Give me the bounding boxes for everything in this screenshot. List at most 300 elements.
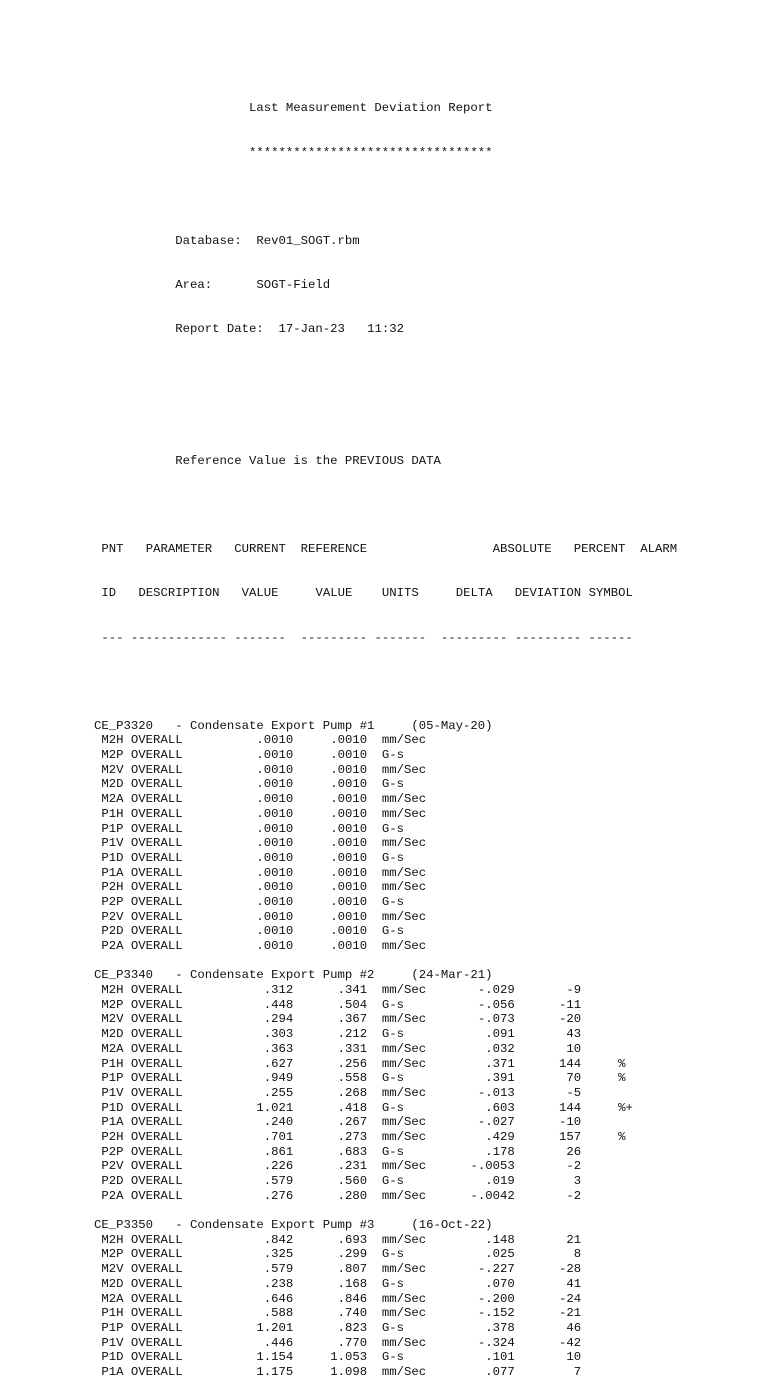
reference-value: .504	[337, 997, 368, 1012]
equipment-description: - Condensate Export Pump #3	[175, 1218, 375, 1233]
report-date-line	[94, 322, 684, 337]
absolute-delta: .378	[485, 1320, 515, 1335]
parameter-description: OVERALL	[130, 1174, 183, 1189]
absolute-delta: .429	[485, 1129, 515, 1144]
reference-value: .560	[337, 1174, 368, 1189]
measurement-row	[94, 1042, 684, 1057]
reference-value: .0010	[330, 762, 368, 777]
header-2-reference: VALUE	[315, 586, 353, 601]
point-id: P1P	[101, 1071, 124, 1086]
parameter-description: OVERALL	[130, 1144, 183, 1159]
percent-deviation: -10	[559, 1115, 582, 1130]
units: mm/Sec	[381, 1262, 427, 1277]
parameter-description: OVERALL	[130, 836, 183, 851]
point-id: M2H	[101, 1232, 124, 1247]
reference-note-line	[94, 454, 684, 469]
reference-value: .558	[337, 1071, 368, 1086]
units: mm/Sec	[381, 880, 427, 895]
current-value: .446	[263, 1335, 294, 1350]
measurement-row	[94, 983, 684, 998]
measurement-row	[94, 1247, 684, 1262]
units: G-s	[381, 850, 405, 865]
reference-value: .418	[337, 1100, 368, 1115]
units: G-s	[381, 821, 405, 836]
parameter-description: OVERALL	[130, 983, 183, 998]
units: G-s	[381, 748, 405, 763]
reference-note: Reference Value is the PREVIOUS DATA	[175, 454, 441, 469]
reference-value: .0010	[330, 939, 368, 954]
point-id: P2H	[101, 880, 124, 895]
parameter-description: OVERALL	[130, 792, 183, 807]
units: mm/Sec	[381, 836, 427, 851]
point-id: P1V	[101, 836, 124, 851]
point-id: P1P	[101, 1320, 124, 1335]
report-time-value: 11:32	[367, 321, 404, 336]
point-id: P2V	[101, 1159, 124, 1174]
current-value: .579	[263, 1262, 294, 1277]
units: G-s	[381, 894, 405, 909]
parameter-description: OVERALL	[130, 1335, 183, 1350]
parameter-description: OVERALL	[130, 1056, 183, 1071]
absolute-delta: .101	[485, 1350, 515, 1365]
reference-value: .280	[337, 1188, 368, 1203]
point-id: P1H	[101, 806, 124, 821]
measurement-row	[94, 1086, 684, 1101]
point-id: P1A	[101, 1364, 124, 1379]
reference-value: .0010	[330, 806, 368, 821]
report-date-value: 17-Jan-23	[278, 321, 345, 336]
header-2-pnt: ID	[101, 586, 117, 601]
current-value: .627	[263, 1056, 294, 1071]
point-id: P2D	[101, 1174, 124, 1189]
reference-value: .0010	[330, 850, 368, 865]
current-value: .0010	[256, 748, 294, 763]
parameter-description: OVERALL	[130, 1085, 183, 1100]
header-3-current: -------	[234, 630, 286, 645]
reference-value: .740	[337, 1306, 368, 1321]
point-id: P2A	[101, 1188, 124, 1203]
absolute-delta: -.056	[477, 997, 515, 1012]
percent-deviation: -42	[559, 1335, 582, 1350]
measurement-row	[94, 748, 684, 763]
current-value: 1.154	[256, 1350, 294, 1365]
absolute-delta: .371	[485, 1056, 515, 1071]
alarm-symbol: %	[618, 1129, 626, 1144]
measurement-row	[94, 998, 684, 1013]
point-id: P1D	[101, 1100, 124, 1115]
parameter-description: OVERALL	[130, 1188, 183, 1203]
current-value: .0010	[256, 850, 294, 865]
units: mm/Sec	[381, 1129, 427, 1144]
equipment-description: - Condensate Export Pump #1	[175, 718, 375, 733]
reference-value: .341	[337, 983, 368, 998]
point-id: M2A	[101, 792, 124, 807]
report-date-label: Report Date:	[175, 321, 264, 336]
point-id: M2H	[101, 733, 124, 748]
current-value: .0010	[256, 909, 294, 924]
point-id: M2D	[101, 777, 124, 792]
units: mm/Sec	[381, 1335, 427, 1350]
measurement-row	[94, 763, 684, 778]
current-value: .0010	[256, 865, 294, 880]
measurement-row	[94, 1350, 684, 1365]
equipment-id: CE_P3320	[94, 718, 154, 733]
header-1-alarm: ALARM	[640, 542, 678, 557]
point-id: P2P	[101, 894, 124, 909]
point-id: P2H	[101, 1129, 124, 1144]
absolute-delta: .148	[485, 1232, 515, 1247]
units: mm/Sec	[381, 733, 427, 748]
reference-value: .168	[337, 1276, 368, 1291]
current-value: .0010	[256, 924, 294, 939]
parameter-description: OVERALL	[130, 1012, 183, 1027]
measurement-row	[94, 880, 684, 895]
point-id: P1D	[101, 850, 124, 865]
header-1-parameter: PARAMETER	[145, 542, 213, 557]
reference-value: .0010	[330, 777, 368, 792]
units: mm/Sec	[381, 792, 427, 807]
header-2-percent: DEVIATION	[514, 586, 582, 601]
parameter-description: OVERALL	[130, 865, 183, 880]
point-id: P1H	[101, 1306, 124, 1321]
percent-deviation: 10	[566, 1350, 582, 1365]
current-value: 1.201	[256, 1320, 294, 1335]
units: G-s	[381, 1071, 405, 1086]
database-line	[94, 234, 684, 249]
units: mm/Sec	[381, 1188, 427, 1203]
current-value: .240	[263, 1115, 294, 1130]
point-id: M2V	[101, 1262, 124, 1277]
parameter-description: OVERALL	[130, 1306, 183, 1321]
header-1-current: CURRENT	[234, 542, 286, 557]
current-value: .0010	[256, 836, 294, 851]
reference-value: .0010	[330, 865, 368, 880]
parameter-description: OVERALL	[130, 894, 183, 909]
units: G-s	[381, 1144, 405, 1159]
current-value: .0010	[256, 733, 294, 748]
absolute-delta: -.227	[477, 1262, 515, 1277]
percent-deviation: -2	[566, 1159, 582, 1174]
reference-value: .267	[337, 1115, 368, 1130]
database-value: Rev01_SOGT.rbm	[256, 233, 360, 248]
alarm-symbol: %	[618, 1056, 626, 1071]
reference-value: .0010	[330, 880, 368, 895]
header-2-units: UNITS	[381, 586, 419, 601]
units: G-s	[381, 1350, 405, 1365]
parameter-description: OVERALL	[130, 1115, 183, 1130]
parameter-description: OVERALL	[130, 748, 183, 763]
equipment-id: CE_P3340	[94, 968, 154, 983]
measurement-row	[94, 866, 684, 881]
header-3-absolute: ---------	[440, 630, 508, 645]
equipment-description: - Condensate Export Pump #2	[175, 968, 375, 983]
reference-value: .683	[337, 1144, 368, 1159]
units: mm/Sec	[381, 1364, 427, 1379]
measurement-row	[94, 1145, 684, 1160]
alarm-symbol: %+	[618, 1100, 633, 1115]
reference-value: .693	[337, 1232, 368, 1247]
measurement-row	[94, 733, 684, 748]
current-value: .579	[263, 1174, 294, 1189]
parameter-description: OVERALL	[130, 1262, 183, 1277]
measurement-row	[94, 924, 684, 939]
point-id: P1A	[101, 1115, 124, 1130]
parameter-description: OVERALL	[130, 1232, 183, 1247]
units: mm/Sec	[381, 1041, 427, 1056]
reference-value: .0010	[330, 792, 368, 807]
percent-deviation: 144	[559, 1056, 582, 1071]
parameter-description: OVERALL	[130, 1027, 183, 1042]
current-value: .363	[263, 1041, 294, 1056]
measurement-row	[94, 807, 684, 822]
absolute-delta: .070	[485, 1276, 515, 1291]
point-id: M2A	[101, 1291, 124, 1306]
measurement-row	[94, 1159, 684, 1174]
parameter-description: OVERALL	[130, 909, 183, 924]
database-label: Database:	[175, 233, 242, 248]
area-value: SOGT-Field	[256, 277, 331, 292]
percent-deviation: -11	[559, 997, 582, 1012]
parameter-description: OVERALL	[130, 1159, 183, 1174]
point-id: P1H	[101, 1056, 124, 1071]
absolute-delta: -.200	[477, 1291, 515, 1306]
current-value: .255	[263, 1085, 294, 1100]
measurement-row	[94, 1321, 684, 1336]
reference-value: 1.053	[330, 1350, 368, 1365]
column-header-separator	[94, 631, 684, 646]
point-id: P2D	[101, 924, 124, 939]
percent-deviation: 46	[566, 1320, 582, 1335]
parameter-description: OVERALL	[130, 762, 183, 777]
header-1-reference: REFERENCE	[300, 542, 368, 557]
units: G-s	[381, 1100, 405, 1115]
percent-deviation: -21	[559, 1306, 582, 1321]
units: mm/Sec	[381, 983, 427, 998]
area-label: Area:	[175, 277, 213, 292]
point-id: P1D	[101, 1350, 124, 1365]
units: mm/Sec	[381, 1159, 427, 1174]
absolute-delta: .032	[485, 1041, 515, 1056]
units: mm/Sec	[381, 1232, 427, 1247]
reference-value: .0010	[330, 821, 368, 836]
absolute-delta: .091	[485, 1027, 515, 1042]
absolute-delta: -.0053	[470, 1159, 515, 1174]
units: G-s	[381, 777, 405, 792]
current-value: 1.021	[256, 1100, 294, 1115]
current-value: .0010	[256, 777, 294, 792]
measurement-row	[94, 851, 684, 866]
parameter-description: OVERALL	[130, 1041, 183, 1056]
reference-value: .212	[337, 1027, 368, 1042]
measurement-row	[94, 939, 684, 954]
header-2-parameter: DESCRIPTION	[138, 586, 220, 601]
reference-value: .273	[337, 1129, 368, 1144]
reference-value: 1.098	[330, 1364, 368, 1379]
units: mm/Sec	[381, 1115, 427, 1130]
parameter-description: OVERALL	[130, 924, 183, 939]
point-id: M2P	[101, 1247, 124, 1262]
parameter-description: OVERALL	[130, 997, 183, 1012]
percent-deviation: -9	[566, 983, 582, 998]
parameter-description: OVERALL	[130, 1350, 183, 1365]
header-3-alarm: ------	[588, 630, 633, 645]
point-id: P2A	[101, 939, 124, 954]
header-1-percent: PERCENT	[573, 542, 626, 557]
current-value: .0010	[256, 939, 294, 954]
point-id: M2A	[101, 1041, 124, 1056]
reference-value: .0010	[330, 733, 368, 748]
measurement-row	[94, 1277, 684, 1292]
units: mm/Sec	[381, 909, 427, 924]
measurement-row	[94, 1071, 684, 1086]
percent-deviation: 41	[566, 1276, 582, 1291]
current-value: .226	[263, 1159, 294, 1174]
header-2-alarm: SYMBOL	[588, 586, 633, 601]
measurement-row	[94, 910, 684, 925]
percent-deviation: 8	[573, 1247, 582, 1262]
measurement-row	[94, 1233, 684, 1248]
absolute-delta: -.029	[477, 983, 515, 998]
absolute-delta: -.324	[477, 1335, 515, 1350]
reference-value: .0010	[330, 894, 368, 909]
units: mm/Sec	[381, 1085, 427, 1100]
parameter-description: OVERALL	[130, 1291, 183, 1306]
absolute-delta: -.073	[477, 1012, 515, 1027]
current-value: .861	[263, 1144, 294, 1159]
current-value: .0010	[256, 792, 294, 807]
reference-value: .0010	[330, 748, 368, 763]
parameter-description: OVERALL	[130, 1071, 183, 1086]
reference-value: .0010	[330, 836, 368, 851]
reference-value: .0010	[330, 924, 368, 939]
percent-deviation: 144	[559, 1100, 582, 1115]
absolute-delta: -.013	[477, 1085, 515, 1100]
parameter-description: OVERALL	[130, 1320, 183, 1335]
reference-value: .0010	[330, 909, 368, 924]
point-id: M2H	[101, 983, 124, 998]
equipment-header	[94, 968, 684, 983]
units: G-s	[381, 1027, 405, 1042]
current-value: .303	[263, 1027, 294, 1042]
parameter-description: OVERALL	[130, 1129, 183, 1144]
units: mm/Sec	[381, 865, 427, 880]
measurement-row	[94, 1057, 684, 1072]
reference-value: .770	[337, 1335, 368, 1350]
area-line	[94, 278, 684, 293]
parameter-description: OVERALL	[130, 1276, 183, 1291]
parameter-description: OVERALL	[130, 880, 183, 895]
current-value: .294	[263, 1012, 294, 1027]
measurement-row	[94, 1130, 684, 1145]
measurement-row	[94, 1262, 684, 1277]
measurement-row	[94, 1306, 684, 1321]
current-value: .325	[263, 1247, 294, 1262]
percent-deviation: -24	[559, 1291, 582, 1306]
point-id: P1A	[101, 865, 124, 880]
measurement-row	[94, 822, 684, 837]
units: G-s	[381, 1276, 405, 1291]
percent-deviation: -20	[559, 1012, 582, 1027]
parameter-description: OVERALL	[130, 1364, 183, 1379]
equipment-date: (05-May-20)	[411, 718, 493, 733]
report-sections	[94, 719, 684, 1380]
current-value: .312	[263, 983, 294, 998]
units: mm/Sec	[381, 1291, 427, 1306]
reference-value: .807	[337, 1262, 368, 1277]
reference-value: .367	[337, 1012, 368, 1027]
units: G-s	[381, 924, 405, 939]
parameter-description: OVERALL	[130, 1100, 183, 1115]
measurement-row	[94, 1174, 684, 1189]
equipment-date: (16-Oct-22)	[411, 1218, 493, 1233]
percent-deviation: 7	[573, 1364, 582, 1379]
header-3-reference: ---------	[300, 630, 368, 645]
header-1-absolute: ABSOLUTE	[492, 542, 552, 557]
percent-deviation: 3	[573, 1174, 582, 1189]
report-title: Last Measurement Deviation Report	[248, 101, 493, 116]
point-id: P1V	[101, 1085, 124, 1100]
parameter-description: OVERALL	[130, 850, 183, 865]
deviation-report	[94, 72, 684, 1394]
percent-deviation: 26	[566, 1144, 582, 1159]
parameter-description: OVERALL	[130, 806, 183, 821]
measurement-row	[94, 1027, 684, 1042]
parameter-description: OVERALL	[130, 733, 183, 748]
measurement-row	[94, 1189, 684, 1204]
header-3-units: -------	[374, 630, 427, 645]
reference-value: .299	[337, 1247, 368, 1262]
parameter-description: OVERALL	[130, 777, 183, 792]
equipment-date: (24-Mar-21)	[411, 968, 493, 983]
parameter-description: OVERALL	[130, 939, 183, 954]
report-title-line	[94, 101, 684, 116]
point-id: M2V	[101, 1012, 124, 1027]
equipment-header	[94, 719, 684, 734]
point-id: P1V	[101, 1335, 124, 1350]
absolute-delta: .019	[485, 1174, 515, 1189]
absolute-delta: -.152	[477, 1306, 515, 1321]
measurement-row	[94, 836, 684, 851]
point-id: M2P	[101, 997, 124, 1012]
absolute-delta: .391	[485, 1071, 515, 1086]
reference-value: .846	[337, 1291, 368, 1306]
percent-deviation: -28	[559, 1262, 582, 1277]
report-title-underline: *********************************	[248, 145, 493, 160]
measurement-row	[94, 1101, 684, 1116]
units: mm/Sec	[381, 762, 427, 777]
column-header-line-1	[94, 542, 684, 557]
units: mm/Sec	[381, 806, 427, 821]
header-2-absolute: DELTA	[455, 586, 493, 601]
current-value: .0010	[256, 880, 294, 895]
equipment-header	[94, 1218, 684, 1233]
header-2-current: VALUE	[241, 586, 279, 601]
point-id: M2V	[101, 762, 124, 777]
reference-value: .256	[337, 1056, 368, 1071]
current-value: .0010	[256, 806, 294, 821]
reference-value: .823	[337, 1320, 368, 1335]
percent-deviation: 21	[566, 1232, 582, 1247]
measurement-row	[94, 1012, 684, 1027]
reference-value: .331	[337, 1041, 368, 1056]
measurement-row	[94, 792, 684, 807]
equipment-id: CE_P3350	[94, 1218, 154, 1233]
point-id: M2D	[101, 1276, 124, 1291]
current-value: .949	[263, 1071, 294, 1086]
current-value: .448	[263, 997, 294, 1012]
current-value: .238	[263, 1276, 294, 1291]
percent-deviation: 70	[566, 1071, 582, 1086]
